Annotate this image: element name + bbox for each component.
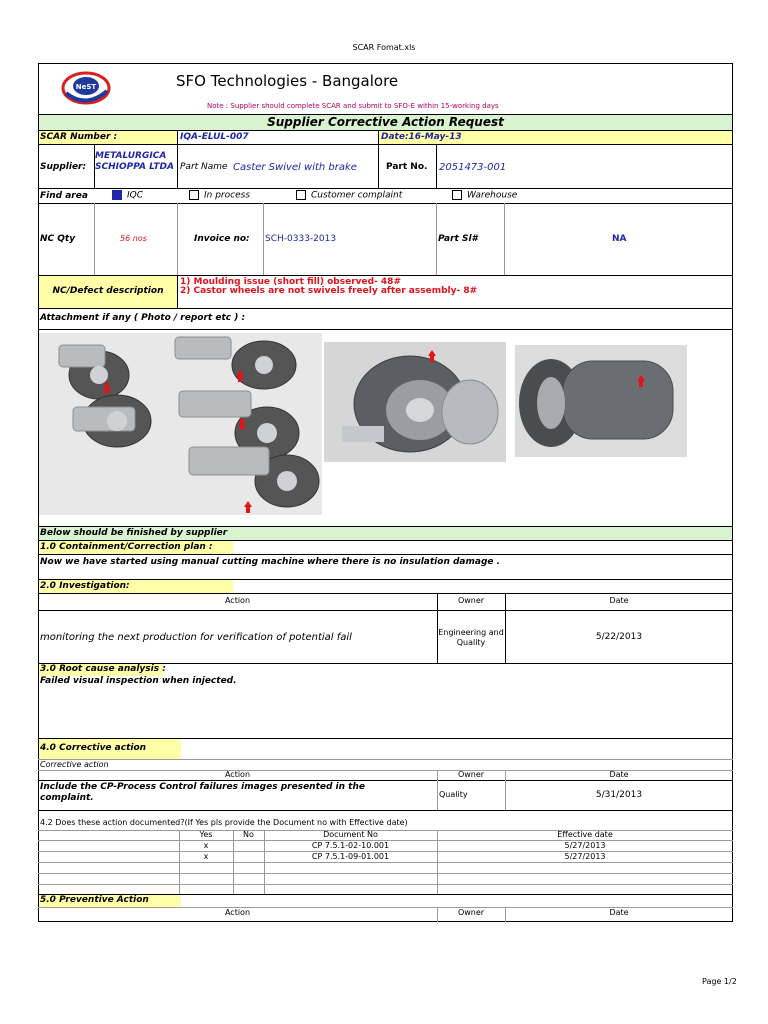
prev-col-date: Date bbox=[609, 908, 629, 917]
doc-row-2-eff: 5/27/2013 bbox=[564, 852, 606, 861]
prev-col-action: Action bbox=[224, 908, 251, 917]
investigation-action: monitoring the next production for verification of potential fail bbox=[40, 632, 352, 643]
doc-row-2-yes: x bbox=[203, 852, 209, 861]
preventive-heading: 5.0 Preventive Action bbox=[40, 895, 149, 905]
file-title: SCAR Fomat.xls bbox=[352, 43, 416, 52]
doc-col-no: No bbox=[243, 830, 254, 839]
part-no-value: 2051473-001 bbox=[439, 162, 507, 173]
find-area-label: Find area bbox=[40, 191, 88, 201]
part-no-label: Part No. bbox=[386, 162, 428, 172]
doc-row-1-eff: 5/27/2013 bbox=[564, 841, 606, 850]
containment-heading: 1.0 Containment/Correction plan : bbox=[40, 542, 213, 552]
supplier-label: Supplier: bbox=[40, 162, 87, 172]
doc-col-eff: Effective date bbox=[557, 830, 613, 839]
in-process-checkbox[interactable] bbox=[189, 190, 199, 200]
root-cause-heading: 3.0 Root cause analysis : bbox=[40, 664, 166, 674]
corrective-heading: 4.0 Corrective action bbox=[40, 743, 147, 753]
nc-desc-line-1: 1) Moulding issue (short fill) observed- 48# bbox=[180, 277, 401, 287]
scar-number-value: IQA-ELUL-007 bbox=[180, 132, 249, 142]
inv-col-action: Action bbox=[224, 596, 251, 605]
investigation-heading: 2.0 Investigation: bbox=[40, 581, 130, 591]
iqc-checkbox[interactable] bbox=[112, 190, 122, 200]
attachment-label: Attachment if any ( Photo / report etc ) : bbox=[40, 313, 246, 323]
documented-question: 4.2 Does these action documented?(If Yes pls provide the Document no with Effective date) bbox=[40, 818, 408, 827]
option-warehouse[interactable]: Warehouse bbox=[452, 190, 517, 201]
nc-qty-label: NC Qty bbox=[40, 234, 76, 244]
nc-desc-line-2: 2) Castor wheels are not swivels freely after assembly- 8# bbox=[180, 286, 478, 296]
cor-col-date: Date bbox=[609, 770, 629, 779]
inv-col-owner: Owner bbox=[457, 596, 485, 605]
castor-side-photo bbox=[324, 342, 506, 462]
root-cause-text: Failed visual inspection when injected. bbox=[40, 676, 237, 686]
nc-qty-value: 56 nos bbox=[120, 234, 147, 243]
castor-side-image bbox=[324, 342, 506, 462]
customer-complaint-checkbox[interactable] bbox=[296, 190, 306, 200]
nc-desc-label: NC/Defect description bbox=[52, 286, 164, 296]
nest-logo-icon bbox=[60, 69, 112, 107]
supplier-banner: Below should be finished by supplier bbox=[40, 528, 228, 538]
part-name-value: Caster Swivel with brake bbox=[233, 162, 357, 173]
corrective-action-text: Include the CP-Process Control failures images presented in the complaint. bbox=[40, 782, 365, 803]
inv-col-date: Date bbox=[609, 596, 629, 605]
containment-text: Now we have started using manual cutting machine where there is no insulation damage . bbox=[40, 557, 501, 567]
doc-col-docno: Document No bbox=[323, 830, 378, 839]
option-iqc[interactable]: IQC bbox=[112, 190, 143, 201]
doc-row-1-yes: x bbox=[203, 841, 209, 850]
castor-closeup-photo bbox=[515, 345, 687, 457]
supplier-value: METALURGICA SCHIOPPA LTDA bbox=[95, 151, 174, 172]
cor-col-owner: Owner bbox=[457, 770, 485, 779]
corrective-owner: Quality bbox=[439, 790, 468, 799]
doc-row-2-doc: CP 7.5.1-09-01.001 bbox=[311, 852, 390, 861]
investigation-owner: Engineering and Quality bbox=[438, 628, 504, 647]
option-customer-complaint[interactable]: Customer complaint bbox=[296, 190, 402, 201]
corrective-date: 5/31/2013 bbox=[595, 790, 643, 800]
castor-closeup-image bbox=[515, 345, 687, 457]
corrective-sub: Corrective action bbox=[40, 760, 109, 769]
option-in-process[interactable]: In process bbox=[189, 190, 250, 201]
doc-col-yes: Yes bbox=[199, 830, 213, 839]
part-sl-value: NA bbox=[612, 234, 627, 244]
part-sl-label: Part Sl# bbox=[438, 234, 478, 244]
svg-text:NeST: NeST bbox=[75, 83, 97, 91]
note-text: Note : Supplier should complete SCAR and submit to SFO-E within 15-working days bbox=[207, 102, 499, 110]
castor-group-photo bbox=[39, 333, 322, 515]
form-title: Supplier Corrective Action Request bbox=[267, 115, 504, 129]
scar-date: Date:16-May-13 bbox=[381, 132, 462, 142]
cor-col-action: Action bbox=[224, 770, 251, 779]
scar-number-label: SCAR Number : bbox=[40, 132, 118, 142]
part-name-label: Part Name bbox=[180, 162, 228, 172]
page-number: Page 1/2 bbox=[702, 977, 737, 986]
investigation-date: 5/22/2013 bbox=[595, 632, 643, 642]
invoice-label: Invoice no: bbox=[194, 234, 250, 244]
prev-col-owner: Owner bbox=[457, 908, 485, 917]
invoice-value: SCH-0333-2013 bbox=[265, 234, 337, 244]
nest-logo bbox=[60, 69, 112, 107]
warehouse-checkbox[interactable] bbox=[452, 190, 462, 200]
company-name: SFO Technologies - Bangalore bbox=[176, 72, 399, 90]
castor-group-image bbox=[39, 333, 322, 515]
doc-row-1-doc: CP 7.5.1-02-10.001 bbox=[311, 841, 390, 850]
